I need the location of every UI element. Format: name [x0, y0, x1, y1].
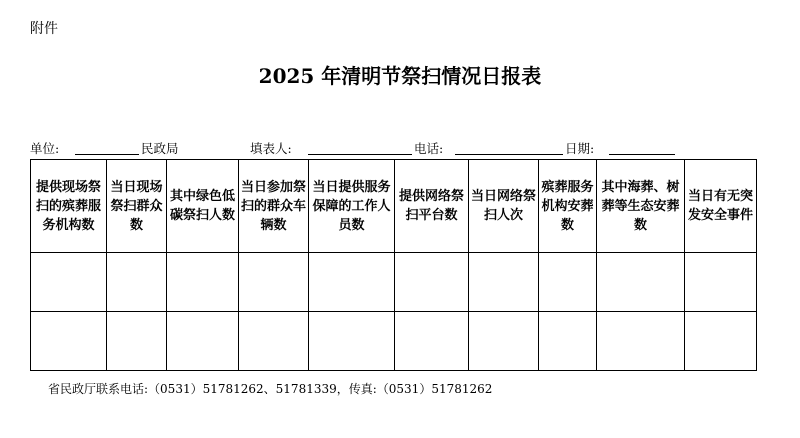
- table-cell[interactable]: [469, 312, 539, 371]
- header-cell: 当日网络祭扫人次: [469, 160, 539, 253]
- filler-blank[interactable]: [308, 140, 412, 155]
- table-cell[interactable]: [685, 312, 757, 371]
- date-blank[interactable]: [609, 140, 675, 155]
- table-cell[interactable]: [539, 312, 597, 371]
- unit-value: 民政局: [141, 141, 179, 156]
- header-cell: 当日参加祭扫的群众车辆数: [239, 160, 309, 253]
- header-cell: 殡葬服务机构安葬数: [539, 160, 597, 253]
- table-cell[interactable]: [395, 253, 469, 312]
- header-cell: 当日现场祭扫群众数: [107, 160, 167, 253]
- unit-blank[interactable]: [75, 140, 139, 155]
- footer-contact: 省民政厅联系电话:（0531）51781262、51781339，传真:（0531）51781262: [48, 382, 493, 396]
- unit-label: 单位:: [30, 141, 60, 156]
- info-row: [30, 139, 770, 159]
- table-cell[interactable]: [107, 253, 167, 312]
- header-cell: 其中海葬、树葬等生态安葬数: [597, 160, 685, 253]
- table-cell[interactable]: [31, 253, 107, 312]
- header-cell: 当日提供服务保障的工作人员数: [309, 160, 395, 253]
- table-cell[interactable]: [239, 312, 309, 371]
- report-title: 2025 年清明节祭扫情况日报表: [258, 64, 542, 88]
- table-cell[interactable]: [539, 253, 597, 312]
- attachment-label: 附件: [30, 21, 58, 37]
- header-cell: 提供网络祭扫平台数: [395, 160, 469, 253]
- table-cell[interactable]: [685, 253, 757, 312]
- table-cell[interactable]: [167, 253, 239, 312]
- table-cell[interactable]: [239, 253, 309, 312]
- table-cell[interactable]: [597, 253, 685, 312]
- table-row: [31, 312, 757, 371]
- table-row: [31, 253, 757, 312]
- table-cell[interactable]: [31, 312, 107, 371]
- report-table: [30, 159, 757, 371]
- table-cell[interactable]: [469, 253, 539, 312]
- phone-label: 电话:: [414, 141, 444, 156]
- header-cell: 其中绿色低碳祭扫人数: [167, 160, 239, 253]
- table-cell[interactable]: [597, 312, 685, 371]
- table-cell[interactable]: [107, 312, 167, 371]
- phone-blank[interactable]: [455, 140, 563, 155]
- table-cell[interactable]: [309, 312, 395, 371]
- header-cell: 当日有无突发安全事件: [685, 160, 757, 253]
- table-cell[interactable]: [167, 312, 239, 371]
- date-label: 日期:: [565, 141, 595, 156]
- table-cell[interactable]: [395, 312, 469, 371]
- header-cell: 提供现场祭扫的殡葬服务机构数: [31, 160, 107, 253]
- filler-label: 填表人:: [250, 141, 292, 156]
- header-row: [31, 160, 757, 253]
- table-cell[interactable]: [309, 253, 395, 312]
